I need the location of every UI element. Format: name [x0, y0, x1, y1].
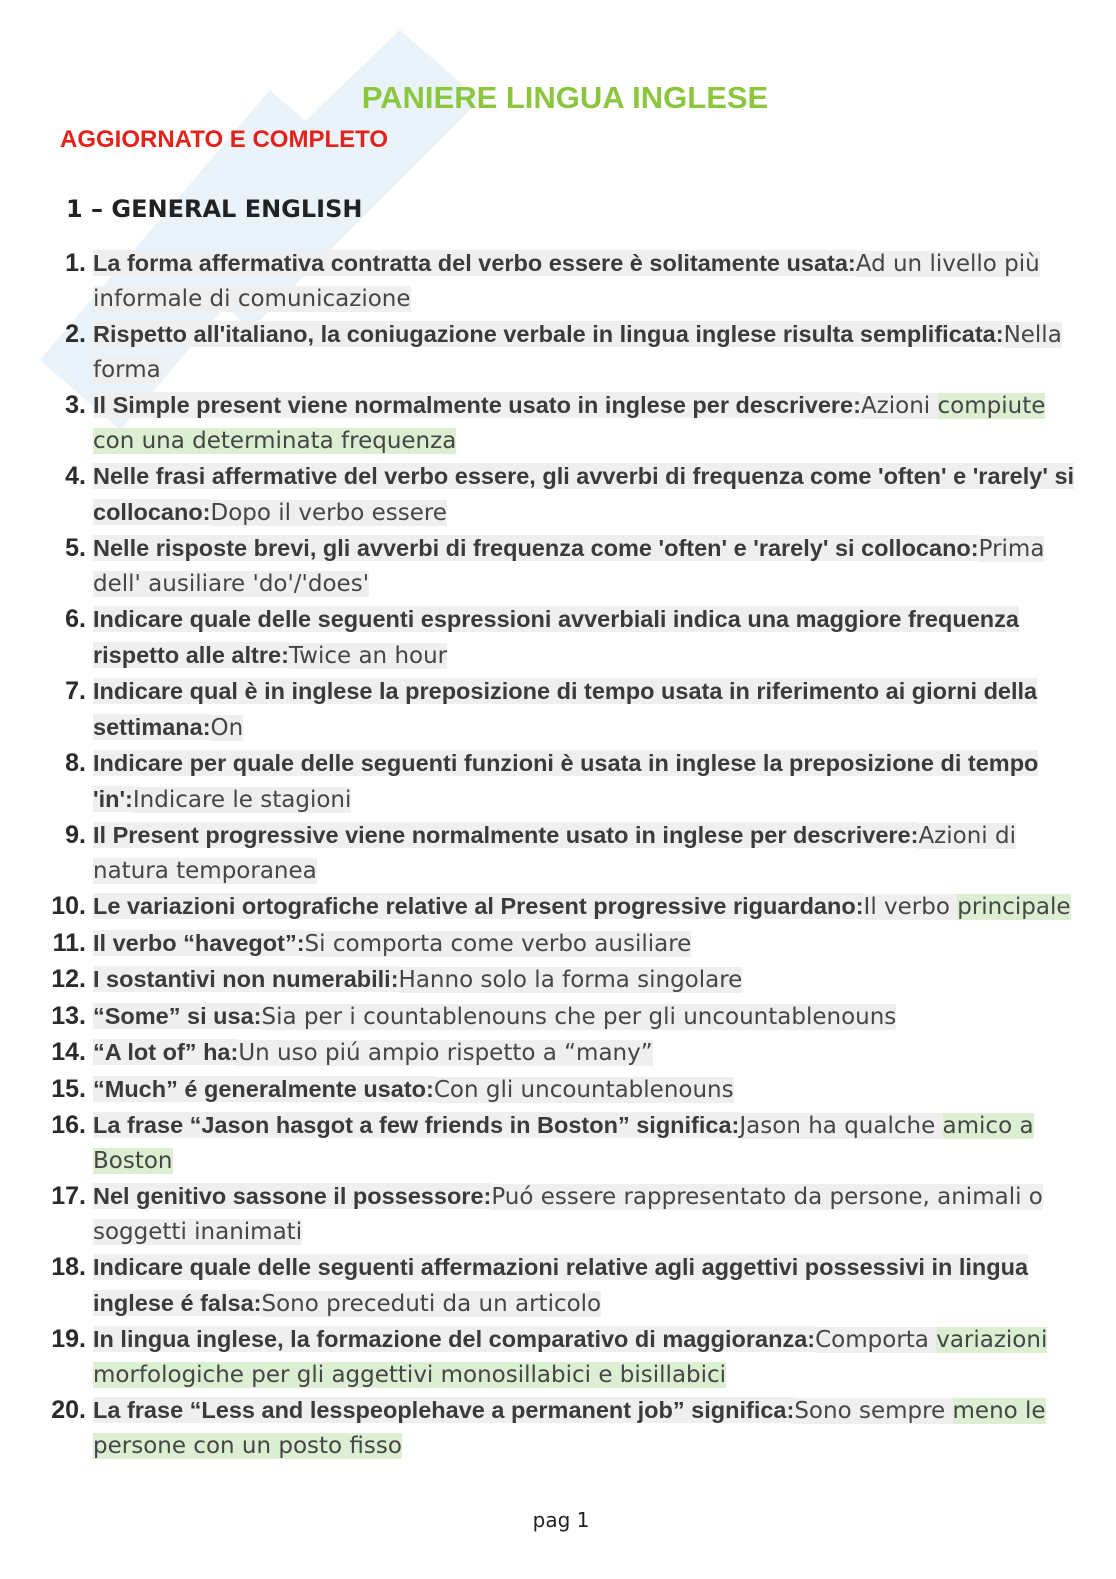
list-item [0, 1035, 1080, 1071]
answer-text: Azioni [860, 393, 938, 419]
question-number: 3. [65, 391, 86, 419]
list-item [0, 1072, 1080, 1108]
question-text: La forma affermativa contratta del verbo essere è solitamente usata: [93, 250, 856, 276]
answer-text: Sia per i countablenouns che per gli uncountablenouns [261, 1003, 897, 1030]
question-text: “A lot of” ha: [93, 1039, 239, 1065]
section-heading: 1 – GENERAL ENGLISH [66, 195, 363, 223]
list-item [0, 1179, 1080, 1249]
list-item [0, 926, 1080, 962]
question-number: 15. [51, 1074, 86, 1103]
answer-text: Ad un livello più informale di comunicazione [93, 251, 1040, 312]
question-text: Rispetto all'italiano, la coniugazione verbale in lingua inglese risulta semplificata: [93, 321, 1004, 347]
answer-highlight: amico a Boston [93, 1113, 1034, 1174]
answer-text: Nella forma [93, 322, 1062, 383]
list-item [0, 746, 1080, 817]
answer-text: Hanno solo la forma singolare [398, 967, 743, 993]
list-item [0, 889, 1080, 925]
question-number: 5. [65, 534, 86, 562]
question-text: Indicare per quale delle seguenti funzioni è usata in inglese la preposizione di tempo 'in': [93, 750, 1039, 812]
question-number: 9. [65, 821, 86, 849]
answer-text: Prima dell' ausiliare 'do'/'does' [93, 536, 1045, 597]
question-number: 20. [51, 1396, 86, 1424]
question-number: 1. [65, 249, 86, 277]
question-number: 16. [51, 1111, 86, 1139]
list-item [0, 1393, 1080, 1463]
list-item [0, 388, 1080, 458]
answer-text: Il verbo [863, 894, 958, 920]
question-text: Il Simple present viene normalmente usato in inglese per descrivere: [93, 392, 861, 418]
answer-text: Sono sempre [794, 1398, 953, 1424]
list-item [0, 818, 1080, 888]
answer-text: Jason ha qualche [739, 1113, 943, 1139]
question-number: 2. [65, 320, 86, 348]
list-item [0, 962, 1080, 998]
answer-highlight: compiute con una determinata frequenza [93, 393, 1046, 454]
list-item [0, 674, 1080, 745]
question-number: 18. [51, 1253, 86, 1281]
question-text: Indicare quale delle seguenti affermazioni relative agli aggettivi possessivi in lingua inglese é falsa: [93, 1254, 1029, 1316]
answer-text: Con gli uncountablenouns [433, 1076, 734, 1103]
question-number: 4. [65, 462, 86, 490]
question-text: “Much” é generalmente usato: [93, 1075, 434, 1102]
question-text: In lingua inglese, la formazione del comparativo di maggioranza: [93, 1326, 816, 1352]
answer-highlight: variazioni morfologiche per gli aggettivi monosillabici e bisillabici [93, 1327, 1048, 1388]
question-text: La frase “Less and lesspeoplehave a permanent job” significa: [93, 1397, 795, 1423]
question-text: Le variazioni ortografiche relative al Present progressive riguardano: [93, 893, 864, 919]
answer-text: Indicare le stagioni [132, 786, 352, 813]
question-number: 7. [65, 677, 86, 705]
list-item [0, 317, 1080, 387]
answer-highlight: principale [957, 894, 1071, 920]
question-text: I sostantivi non numerabili: [93, 966, 399, 992]
question-number: 13. [51, 1001, 86, 1030]
question-number: 17. [51, 1182, 86, 1210]
question-number: 6. [65, 605, 86, 633]
answer-highlight: meno le persone con un posto fisso [93, 1398, 1046, 1459]
answer-text: On [210, 714, 244, 741]
answer-text: Un uso piú ampio rispetto a “many” [238, 1040, 653, 1066]
answer-text: Si comporta come verbo ausiliare [304, 930, 692, 957]
question-text: Il Present progressive viene normalmente usato in inglese per descrivere: [93, 822, 919, 848]
answer-text: Twice an hour [288, 642, 448, 669]
list-item [0, 602, 1080, 673]
question-text: “Some” si usa: [93, 1002, 262, 1029]
list-item [0, 531, 1080, 601]
question-text: Il verbo “havegot”: [93, 929, 305, 956]
answer-text: Comporta [815, 1327, 937, 1353]
question-text: Indicare quale delle seguenti espressioni avverbiali indica una maggiore frequenza rispetto alle altre: [93, 606, 1019, 668]
list-item [0, 246, 1080, 316]
answer-text: Sono preceduti da un articolo [261, 1290, 602, 1317]
question-number: 11. [52, 928, 86, 957]
question-text: Indicare qual è in inglese la preposizione di tempo usata in riferimento ai giorni della settimana: [93, 678, 1038, 740]
question-list [0, 246, 1080, 1464]
question-number: 12. [51, 965, 86, 993]
list-item [0, 1108, 1080, 1178]
list-item [0, 1322, 1080, 1392]
list-item [0, 459, 1080, 530]
list-item [0, 1250, 1080, 1321]
page-subtitle: AGGIORNATO E COMPLETO [60, 126, 389, 153]
page-title: PANIERE LINGUA INGLESE [361, 80, 769, 115]
answer-text: Puó essere rappresentato da persone, animali o soggetti inanimati [93, 1184, 1043, 1245]
question-text: Nel genitivo sassone il possessore: [93, 1183, 492, 1209]
question-text: La frase “Jason hasgot a few friends in Boston” significa: [93, 1112, 740, 1138]
page-number: pag 1 [532, 1508, 590, 1532]
question-text: Nelle frasi affermative del verbo essere, gli avverbi di frequenza come 'often' e 'rarely' si collocano: [93, 463, 1075, 525]
answer-text: Dopo il verbo essere [210, 499, 447, 526]
list-item [0, 999, 1080, 1035]
question-number: 8. [65, 749, 86, 777]
question-number: 14. [51, 1038, 86, 1066]
question-number: 19. [51, 1325, 86, 1353]
question-number: 10. [51, 892, 86, 920]
question-text: Nelle risposte brevi, gli avverbi di frequenza come 'often' e 'rarely' si collocano: [93, 535, 979, 561]
answer-text: Azioni di natura temporanea [93, 823, 1016, 884]
